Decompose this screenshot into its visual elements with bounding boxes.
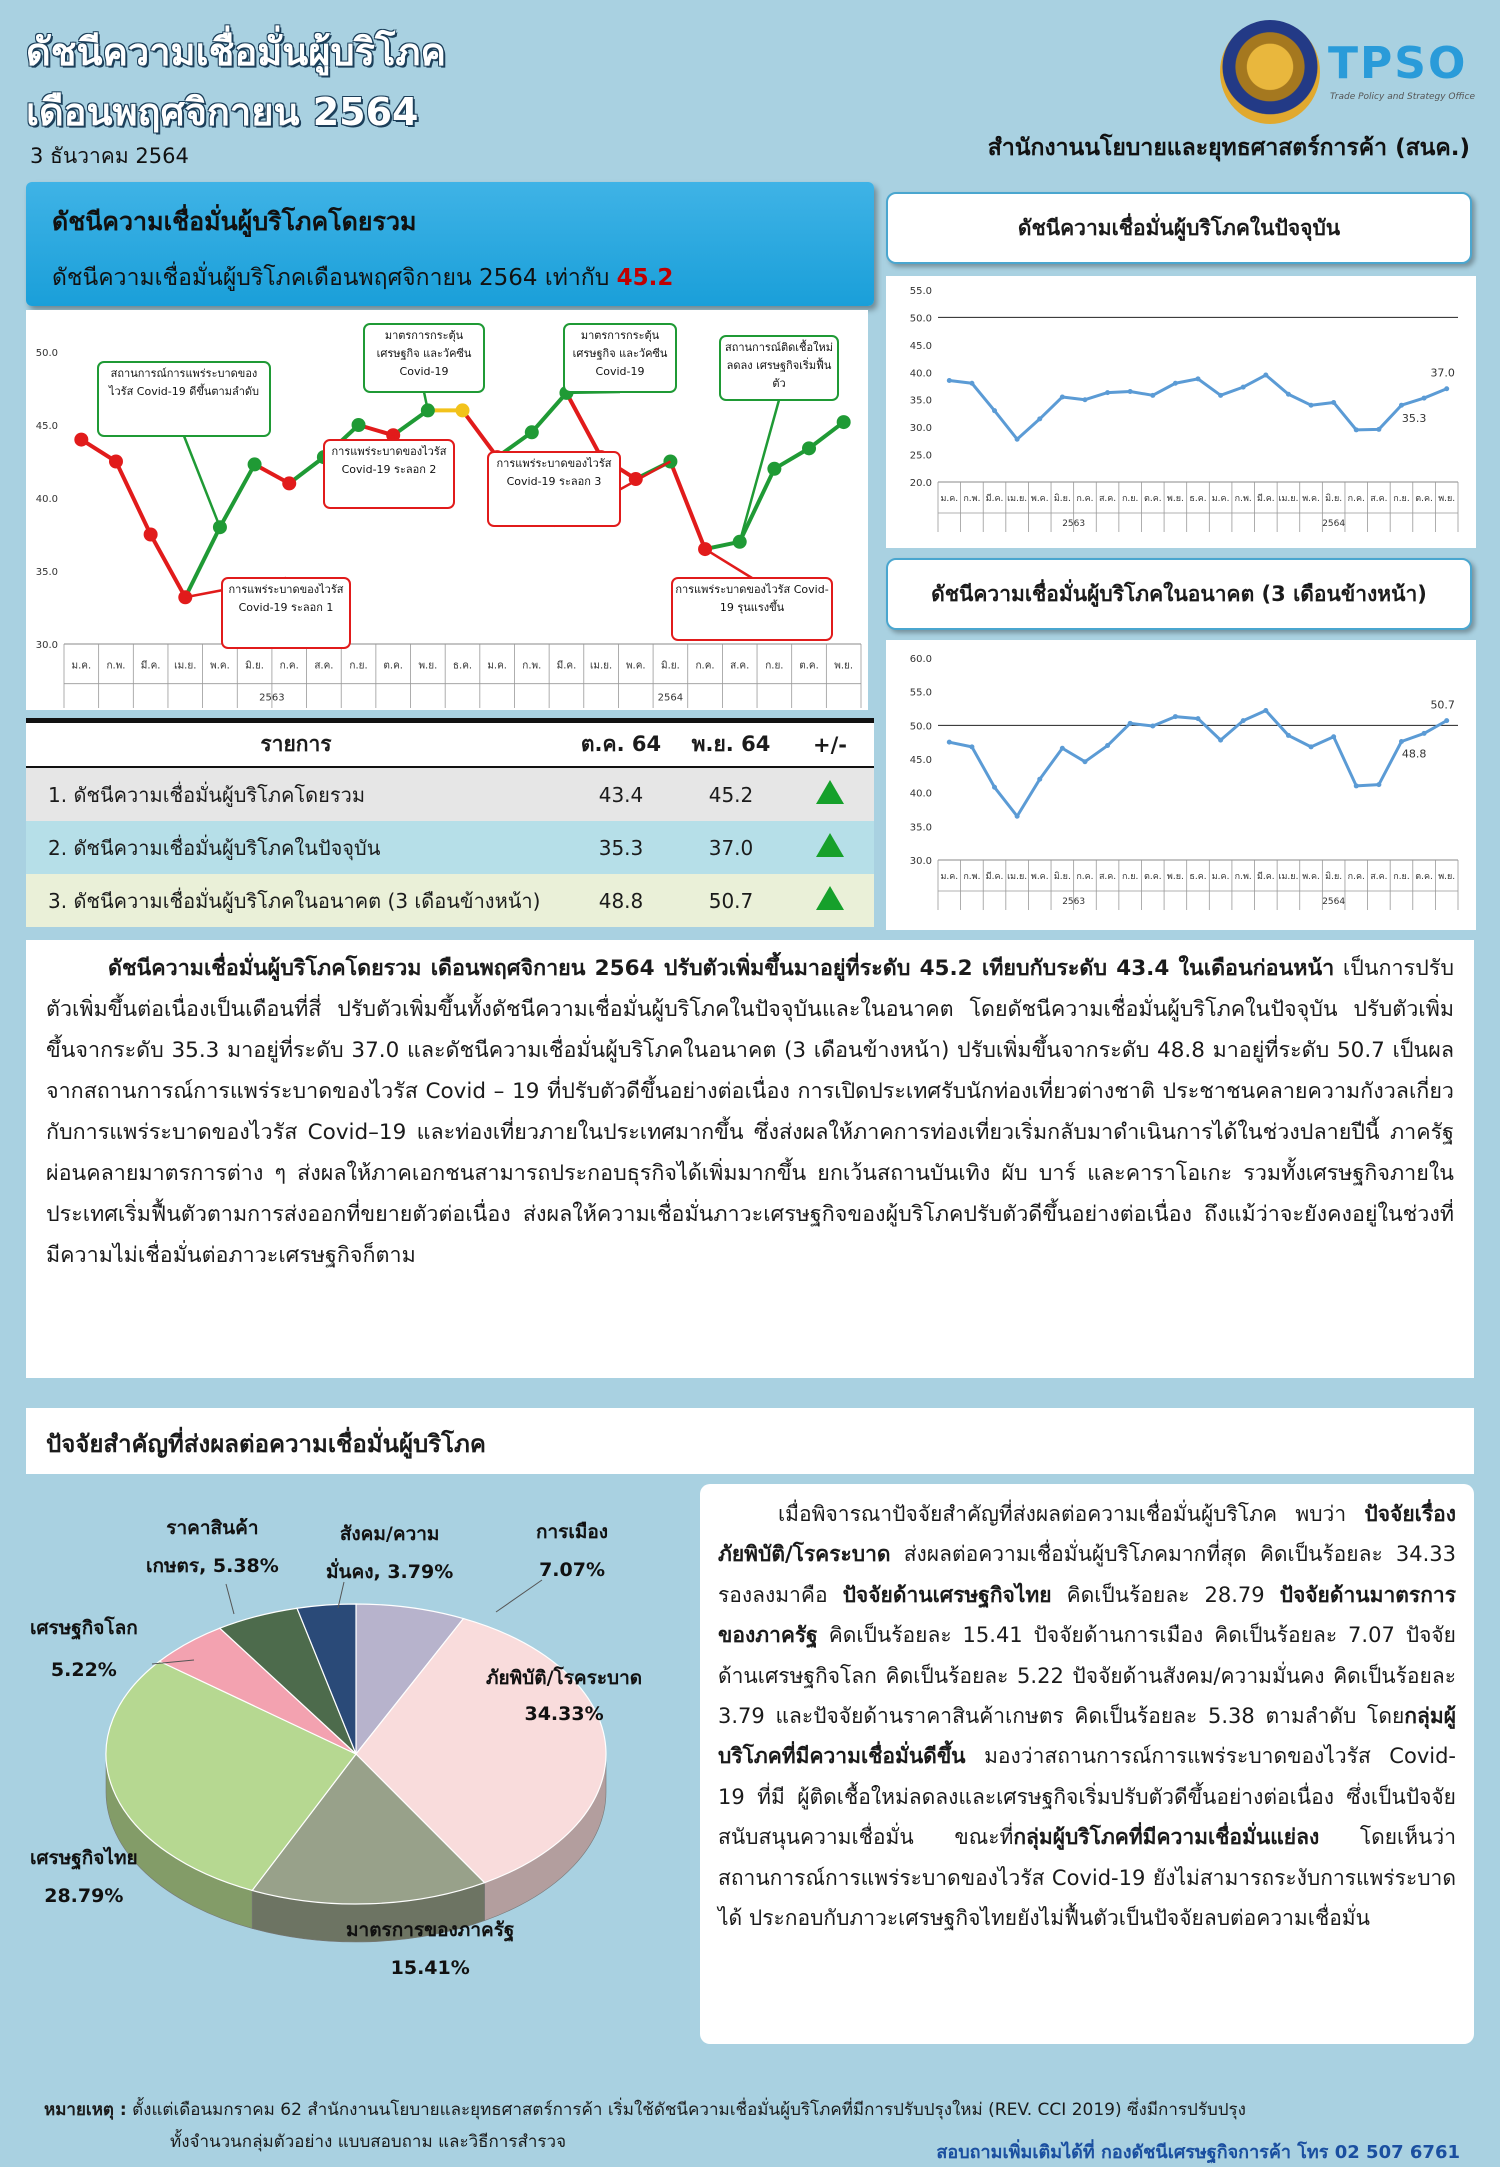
data-point [1376,427,1381,432]
data-point [1105,743,1110,748]
data-point [1082,759,1087,764]
ministry-seal-icon [1220,20,1320,124]
x-tick-label: พ.ค. [1302,872,1320,882]
data-point [767,462,781,476]
x-tick-label: เม.ย. [1278,872,1299,882]
current-index-chart-svg [886,276,1476,548]
data-point [1128,389,1133,394]
table-row [26,874,874,927]
pie-label-price [146,1514,279,1580]
contact-info: สอบถามเพิ่มเติมได้ที่ กองดัชนีเศรษฐกิจการค้า โทร 02 507 6761 [936,2142,1460,2163]
data-point [1286,392,1291,397]
x-tick-label: มิ.ย. [1053,494,1071,504]
table-cell-name: 2. ดัชนีความเชื่อมั่นผู้บริโภคในปัจจุบัน [48,835,381,860]
table-cell-nov: 50.7 [708,888,754,913]
x-tick-label: พ.ค. [625,660,646,672]
table-cell-name: 1. ดัชนีความเชื่อมั่นผู้บริโภคโดยรวม [48,782,366,807]
data-point [1015,814,1020,819]
data-point [1309,403,1314,408]
x-tick-label: ส.ค. [730,660,750,672]
tpso-logo-subtitle: Trade Policy and Strategy Office [1330,92,1475,102]
future-index-heading: ดัชนีความเชื่อมั่นผู้บริโภคในอนาคต (3 เดือนข้างหน้า) [886,558,1472,630]
pie-label-social-l2: มั่นคง, 3.79% [326,1561,454,1583]
factor-section-title: ปัจจัยสำคัญที่ส่งผลต่อความเชื่อมั่นผู้บริโภค [26,1408,1474,1474]
x-tick-label: ก.ค. [1076,494,1094,504]
footnote-label: หมายเหตุ : [44,2100,127,2120]
data-point [1037,777,1042,782]
table-row [26,768,874,821]
annotation-text: สถานการณ์ติดเชื้อใหม่ลดลง เศรษฐกิจเริ่มฟื้นตัว [724,341,833,390]
annotation-text-wrap [491,455,617,523]
y-tick-label: 30.0 [909,423,932,435]
future-index-chart-svg [886,640,1476,930]
annotation-text: การแพร่ระบาดของไวรัส Covid-19 รุนแรงขึ้น [675,583,829,614]
series-segment [185,527,220,597]
data-point [1173,714,1178,719]
x-tick-label: ส.ค. [1370,494,1388,504]
data-label: 50.7 [1430,698,1455,712]
data-point [947,378,952,383]
pie-label-thai-l2: 28.79% [44,1885,124,1907]
x-tick-label: ก.ย. [1121,494,1139,504]
y-tick-label: 50.0 [909,313,932,325]
x-tick-label: มิ.ย. [661,660,680,672]
table-cell-nov: 45.2 [708,782,754,807]
y-tick-label: 30.0 [35,640,58,651]
y-tick-label: 45.0 [35,421,58,432]
x-tick-label: ก.พ. [1234,494,1252,504]
x-tick-label: ธ.ค. [1189,494,1207,504]
table-header-item: รายการ [260,732,332,756]
series-segment [566,393,601,457]
table-cell-oct: 48.8 [598,888,644,913]
increase-arrow-icon [816,886,844,910]
annotation-text-wrap [675,581,829,637]
x-tick-label: ธ.ค. [452,660,473,672]
x-tick-label: ส.ค. [1370,872,1388,882]
overall-box-title: ดัชนีความเชื่อมั่นผู้บริโภคโดยรวม [52,207,417,236]
y-tick-label: 35.0 [35,567,58,578]
x-tick-label: ส.ค. [1098,872,1117,882]
x-tick-label: มี.ค. [140,660,161,672]
series-segment [151,535,186,598]
x-tick-label: ธ.ค. [1189,872,1207,882]
y-tick-label: 55.0 [909,286,932,297]
organization-name: สำนักงานนโยบายและยุทธศาสตร์การค้า (สนค.) [987,135,1470,161]
x-tick-label: พ.ย. [1166,494,1184,504]
data-point [1241,718,1246,723]
x-tick-label: พ.ย. [1438,494,1456,504]
data-point [1218,393,1223,398]
x-tick-label: พ.ย. [1438,872,1456,882]
table-cell-change [786,780,874,809]
y-tick-label: 45.0 [909,755,932,766]
table-header-nov: พ.ย. 64 [691,732,771,756]
increase-arrow-icon [816,833,844,857]
y-tick-label: 30.0 [909,856,932,867]
data-point [1286,733,1291,738]
x-tick-label: ก.พ. [522,660,542,672]
annotation-text: การแพร่ระบาดของไวรัส Covid-19 ระลอก 2 [331,445,447,476]
pie-label-price-l2: เกษตร, 5.38% [146,1555,279,1577]
data-point [1037,416,1042,421]
x-tick-label: เม.ย. [1007,872,1028,882]
x-tick-label: เม.ย. [589,660,613,672]
data-point [1241,385,1246,390]
table-header-change: +/- [813,732,847,757]
x-tick-label: ก.ย. [1121,872,1139,882]
factor-text-3: คิดเป็นร้อยละ 28.79 [1051,1582,1280,1607]
overall-box-subtitle [52,260,874,296]
data-point [1331,400,1336,405]
x-tick-label: มี.ค. [1256,872,1275,882]
data-point [1309,744,1314,749]
annotation-text: สถานการณ์การแพร่ระบาดของไวรัส Covid-19 ดีขึ้นตามลำดับ [108,367,260,398]
data-point [1354,427,1359,432]
overall-box-subtitle-text: ดัชนีความเชื่อมั่นผู้บริโภคเดือนพฤศจิกายน 2564 เท่ากับ [52,265,610,291]
y-tick-label: 50.0 [909,721,932,733]
x-tick-label: พ.ย. [834,660,854,672]
pie-label-gov-l2: 15.41% [390,1957,470,1979]
x-tick-label: เม.ย. [1278,494,1299,504]
pie-label-disaster-l1: ภัยพิบัติ/โรคระบาด [486,1667,643,1689]
x-tick-label: ม.ค. [940,872,959,882]
year-label: 2563 [1062,519,1086,529]
y-tick-label: 50.0 [35,348,58,359]
x-tick-label: มี.ค. [985,872,1004,882]
y-tick-label: 55.0 [909,687,932,699]
pie-leader-line [496,1580,542,1612]
table-row [26,821,874,874]
x-tick-label: ก.ค. [1347,494,1365,504]
footnote-line-2: ทั้งจำนวนกลุ่มตัวอย่าง แบบสอบถาม และวิธีการสำรวจ [170,2132,567,2152]
data-point [1354,783,1359,788]
pie-label-social-l1: สังคม/ความ [339,1523,440,1545]
data-point [992,408,997,413]
data-point [74,433,88,447]
annotation-text-wrap [567,327,673,389]
data-point [213,520,227,534]
data-point [1422,396,1427,401]
increase-arrow-icon [816,780,844,804]
data-point [837,415,851,429]
data-point [1444,386,1449,391]
data-point [698,542,712,556]
x-tick-label: ก.พ. [963,872,981,882]
factor-text-2: ส่งผลต่อความเชื่อมั่นผู้บริโภคมากที่สุด คิดเป็นร้อยละ 34.33 รองลงมาคือ [718,1542,1456,1607]
x-tick-label: ต.ค. [1143,494,1162,504]
factor-bold-1: ปัจจัยเรื่องภัยพิบัติ/โรคระบาด [718,1502,1456,1567]
x-tick-label: ต.ค. [799,660,819,672]
x-tick-label: ม.ค. [1211,872,1230,882]
x-tick-label: มิ.ย. [1325,872,1343,882]
x-tick-label: ม.ค. [487,660,507,672]
x-tick-label: มิ.ย. [1053,872,1071,882]
x-tick-label: ก.ย. [1393,494,1410,504]
data-point [969,744,974,749]
summary-lead: ดัชนีความเชื่อมั่นผู้บริโภคโดยรวม เดือนพฤศจิกายน 2564 ปรับตัวเพิ่มขึ้นมาอยู่ที่ระดับ 45.2 เทียบกับระดับ 43.4 ในเดือนก่อนหน้า [108,956,1335,981]
data-label: 48.8 [1401,747,1427,761]
data-point [1376,782,1381,787]
series-segment [670,462,705,550]
y-tick-label: 25.0 [909,450,932,462]
data-point [144,528,158,542]
title-line-1: ดัชนีความเชื่อมั่นผู้บริโภค [26,30,446,74]
pie-label-gov-l1: มาตรการของภาครัฐ [346,1919,515,1941]
y-tick-label: 40.0 [909,368,932,380]
index-summary-table [26,718,874,927]
annotation-leader [705,549,752,578]
table-cell-change [786,833,874,862]
x-tick-label: ก.ย. [1393,872,1410,882]
y-tick-label: 35.0 [909,395,932,407]
factor-bold-4: กลุ่มผู้บริโภคที่มีความเชื่อมั่นดีขึ้น [718,1704,1456,1769]
x-tick-label: ม.ค. [1211,494,1230,504]
data-point [992,785,997,790]
x-tick-label: ก.ค. [279,660,299,672]
x-tick-label: พ.ค. [210,660,230,672]
data-point [1128,721,1133,726]
year-label: 2564 [1322,519,1346,529]
pie-label-social [326,1520,453,1586]
title-line-2: เดือนพฤศจิกายน 2564 [26,90,419,134]
x-tick-label: พ.ค. [1030,494,1049,504]
pie-label-politics-l2: 7.07% [539,1559,605,1581]
current-index-heading: ดัชนีความเชื่อมั่นผู้บริโภคในปัจจุบัน [886,192,1472,264]
x-tick-label: ก.พ. [963,494,981,504]
factor-pie-chart [26,1484,694,2044]
x-tick-label: พ.ค. [1030,872,1049,882]
data-point [352,418,366,432]
x-tick-label: ก.ค. [1347,872,1365,882]
data-point [1015,437,1020,442]
data-point [1422,731,1427,736]
x-tick-label: มี.ค. [985,494,1004,504]
summary-body: เป็นการปรับตัวเพิ่มขึ้นต่อเนื่องเป็นเดือนที่สี่ ปรับตัวเพิ่มขึ้นทั้งดัชนีความเชื่อมั่นผู้บริโภคในปัจจุบันและในอนาคต โดยดัชนีความเชื่อมั่นผู้บริโภคในปัจจุบัน ปรับตัวเพิ่มขึ้นจากระดับ 35.3 มาอยู่ที่ระดับ 37.0 และดัชนีความเชื่อมั่นผู้บริโภคในอนาคต (3 เดือนข้างหน้า) ปรับเพิ่มขึ้นจากระดับ 48.8 มาอยู่ที่ระดับ 50.7 เป็นผลจากสถานการณ์การแพร่ระบาดของไวรัส Covid – 19 ที่ปรับตัวดีขึ้นอย่างต่อเนื่อง การเปิดประเทศรับนักท่องเที่ยวต่างชาติ ประชาชนคลายความกังวลเกี่ยวกับการแพร่ระบาดของไวรัส Covid–19 และท่องเที่ยวภายในประเทศมากขึ้น ซึ่งส่งผลให้ภาคการท่องเที่ยวเริ่มกลับมาดำเนินการได้ในช่วงปลายปีนี้ ภาครัฐผ่อนคลายมาตรการต่าง ๆ ส่งผลให้ภาคเอกชนสามารถประกอบธุรกิจได้เพิ่มมากขึ้น ยกเว้นสถานบันเทิง ผับ บาร์ และคาราโอเกะ รวมทั้งเศรษฐกิจภายในประเทศเริ่มฟื้นตัวตามการส่งออกที่ขยายตัวต่อเนื่อง ส่งผลให้ความเชื่อมั่นภาวะเศรษฐกิจของผู้บริโภคปรับตัวดีขึ้นอย่างต่อเนื่อง ถึงแม้ว่าจะยังคงอยู่ในช่วงที่มีความไม่เชื่อมั่นต่อภาวะเศรษฐกิจก็ตาม [46,956,1454,1268]
current-index-chart [886,276,1476,548]
x-tick-label: เม.ย. [1007,494,1028,504]
data-point [1196,376,1201,381]
overall-index-box [26,182,874,306]
data-point [1060,394,1065,399]
x-tick-label: พ.ค. [1302,494,1320,504]
overall-index-chart-svg [26,310,868,710]
factor-text-4: คิดเป็นร้อยละ 15.41 ปัจจัยด้านการเมือง คิดเป็นร้อยละ 7.07 ปัจจัยด้านเศรษฐกิจโลก คิดเป็นร้อยละ 5.22 ปัจจัยด้านสังคม/ความมั่นคง คิดเป็นร้อยละ 3.79 และปัจจัยด้านราคาสินค้าเกษตร คิดเป็นร้อยละ 5.38 ตามลำดับ โดย [718,1623,1456,1729]
x-tick-label: ส.ค. [1098,494,1117,504]
y-tick-label: 45.0 [909,340,932,352]
pie-label-world-l1: เศรษฐกิจโลก [30,1617,138,1639]
year-label: 2564 [657,692,684,704]
x-tick-label: ต.ค. [1415,494,1433,504]
pie-label-thai-l1: เศรษฐกิจไทย [30,1847,138,1869]
x-tick-label: มิ.ย. [245,660,264,672]
year-label: 2563 [1062,897,1086,907]
pie-label-world-l2: 5.22% [50,1659,117,1681]
x-tick-label: ก.ค. [1076,872,1094,882]
series-segment [463,410,498,457]
pie-label-politics [536,1518,608,1584]
x-tick-label: ก.พ. [1234,872,1252,882]
series-line [949,711,1446,817]
table-cell-name: 3. ดัชนีความเชื่อมั่นผู้บริโภคในอนาคต (3 เดือนข้างหน้า) [48,888,541,913]
annotation-text: มาตรการกระตุ้นเศรษฐกิจ และวัคซีน Covid-19 [376,329,472,378]
data-point [525,425,539,439]
data-point [1150,393,1155,398]
series-line [949,375,1446,439]
data-point [1150,724,1155,729]
x-tick-label: ส.ค. [314,660,334,672]
annotation-leader [184,436,220,527]
future-index-chart [886,640,1476,930]
x-tick-label: ก.ย. [349,660,368,672]
annotation-text-wrap [367,327,481,389]
pie-label-world [30,1614,138,1684]
data-point [282,476,296,490]
data-point [1263,708,1268,713]
data-label: 37.0 [1430,366,1455,380]
annotation-text-wrap [723,339,835,397]
table-header-row [26,718,874,768]
annotation-text-wrap [101,365,267,433]
x-tick-label: มี.ค. [556,660,577,672]
data-point [1218,738,1223,743]
x-tick-label: ต.ค. [1415,872,1433,882]
data-point [1331,734,1336,739]
pie-label-price-l1: ราคาสินค้า [166,1517,259,1539]
x-tick-label: ต.ค. [383,660,403,672]
data-point [802,441,816,455]
x-tick-label: พ.ย. [418,660,438,672]
data-point [1444,718,1449,723]
data-point [109,455,123,469]
x-tick-label: พ.ย. [1166,872,1184,882]
factor-description [700,1484,1474,2044]
pie-label-politics-l1: การเมือง [536,1521,609,1543]
pie-label-gov [346,1916,514,1982]
annotation-text: การแพร่ระบาดของไวรัส Covid-19 ระลอก 3 [496,457,612,488]
factor-bold-2: ปัจจัยด้านเศรษฐกิจไทย [842,1582,1052,1607]
data-point [1196,716,1201,721]
page-title [26,22,446,142]
overall-index-chart [26,310,868,710]
data-point [947,740,952,745]
x-tick-label: ม.ค. [940,494,959,504]
report-date: 3 ธันวาคม 2564 [30,144,189,168]
annotation-text-wrap [327,443,451,505]
footnote-line-1: ตั้งแต่เดือนมกราคม 62 สำนักงานนโยบายและยุทธศาสตร์การค้า เริ่มใช้ดัชนีความเชื่อมั่นผู้บริโภคที่มีการปรับปรุงใหม่ (REV. CCI 2019) ซึ่งมีการปรับปรุง [132,2100,1246,2120]
pie-label-disaster-l2: 34.33% [524,1703,604,1725]
table-cell-oct: 43.4 [598,782,644,807]
data-point [1263,373,1268,378]
data-point [248,457,262,471]
series-segment [220,464,255,527]
data-point [456,403,470,417]
data-point [1060,746,1065,751]
factor-text-6: โดยเห็นว่าสถานการณ์การแพร่ระบาดของไวรัส Covid-19 ยังไม่สามารถระงับการแพร่ระบาดได้ ประกอบกับภาวะเศรษฐกิจไทยยังไม่ฟื้นตัวเป็นปัจจัยลบต่อความเชื่อมั่น [718,1825,1456,1931]
data-label: 35.3 [1401,412,1427,426]
factor-bold-5: กลุ่มผู้บริโภคที่มีความเชื่อมั่นแย่ลง [1013,1825,1320,1850]
annotation-text-wrap [225,581,347,645]
factor-text-5: มองว่าสถานการณ์การแพร่ระบาดของไวรัส Covid-19 ที่มี ผู้ติดเชื้อใหม่ลดลงและเศรษฐกิจเริ่มปรับตัวดีขึ้นอย่างต่อเนื่อง ซึ่งเป็นปัจจัยสนับสนุนความเชื่อมั่น ขณะที่ [718,1744,1456,1850]
series-segment [532,393,567,432]
table-cell-change [786,886,874,915]
tpso-logo: TPSO [1328,38,1468,89]
y-tick-label: 20.0 [909,478,932,489]
x-tick-label: มี.ค. [1256,494,1275,504]
data-point [1399,739,1404,744]
x-tick-label: ก.ย. [765,660,784,672]
data-point [1173,381,1178,386]
summary-paragraph [26,940,1474,1378]
year-label: 2564 [1322,897,1346,907]
y-tick-label: 40.0 [909,788,932,800]
x-tick-label: ก.พ. [106,660,126,672]
factor-bold-3: ปัจจัยด้านมาตรการของภาครัฐ [718,1582,1456,1648]
table-cell-nov: 37.0 [708,835,754,860]
table-header-oct: ต.ค. 64 [580,732,662,756]
annotation-text: การแพร่ระบาดของไวรัส Covid-19 ระลอก 1 [228,583,344,614]
year-label: 2563 [259,692,285,704]
table-cell-oct: 35.3 [598,835,644,860]
y-tick-label: 40.0 [35,494,58,505]
pie-label-thai [30,1844,138,1910]
x-tick-label: ม.ค. [71,660,92,672]
x-tick-label: ต.ค. [1143,872,1162,882]
data-point [1399,403,1404,408]
pie-label-disaster [486,1664,642,1728]
series-segment [116,462,151,535]
pie-leader-line [226,1584,234,1614]
factor-text-1: เมื่อพิจารณาปัจจัยสำคัญที่ส่งผลต่อความเชื่อมั่นผู้บริโภค พบว่า [778,1502,1365,1526]
x-tick-label: เม.ย. [174,660,197,672]
y-tick-label: 60.0 [909,654,932,665]
annotation-text: มาตรการกระตุ้นเศรษฐกิจ และวัคซีน Covid-19 [572,329,668,378]
y-tick-label: 35.0 [909,822,932,834]
x-tick-label: ก.ค. [695,660,715,672]
data-point [1105,390,1110,395]
data-point [969,381,974,386]
data-point [1082,397,1087,402]
overall-index-value: 45.2 [616,265,674,291]
x-tick-label: มิ.ย. [1325,494,1343,504]
